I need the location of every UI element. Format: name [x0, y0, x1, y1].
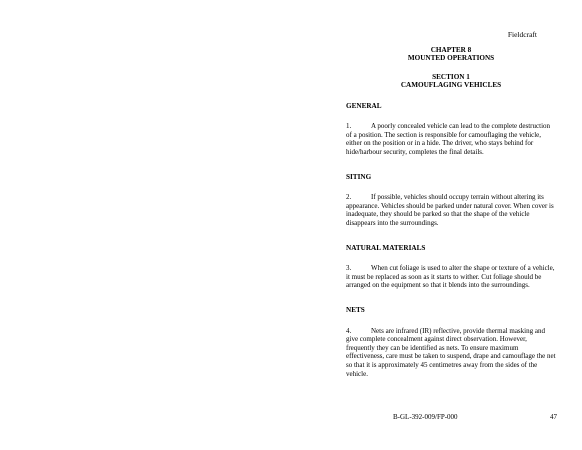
paragraph-1 — [346, 122, 556, 156]
paragraph-number: 4. — [346, 326, 352, 335]
heading-natural-materials: NATURAL MATERIALS — [346, 243, 426, 252]
paragraph-number: 2. — [346, 193, 352, 202]
heading-siting: SITING — [346, 172, 372, 181]
running-head: Fieldcraft — [507, 30, 537, 39]
section-title: CAMOUFLAGING VEHICLES — [400, 81, 502, 90]
paragraph-text: A poorly concealed vehicle can lead to the complete destruction of a position. The section is responsible for camouflaging the vehicle, either on the position or in a hide. The driver, who stays behind for hide/harbour security, completes the final details. — [346, 122, 551, 156]
section-number: SECTION 1 — [432, 72, 470, 81]
paragraph-text: When cut foliage is used to alter the shape or texture of a vehicle, it must be replaced as soon as it starts to wither. Cut foliage should be arranged on the equipment so that it blends into the surroundings. — [346, 264, 555, 290]
chapter-number: CHAPTER 8 — [430, 46, 472, 54]
paragraph-3 — [346, 264, 556, 290]
paragraph-2 — [346, 193, 556, 227]
paragraph-number: 1. — [346, 122, 352, 131]
page-number: 47 — [550, 413, 557, 421]
paragraph-number: 3. — [346, 264, 352, 273]
section-heading — [346, 73, 556, 90]
paragraph-4 — [346, 327, 556, 379]
paragraph-text: Nets are infrared (IR) reflective, provide thermal masking and give complete concealment against direct observation. However, frequently they can be identified as nets. To ensure maximum effectiveness, care must be taken to suspend, drape and camouflage the net so that it is approximately 45 centimetres away from the sides of the vehicle. — [346, 326, 556, 378]
heading-general: GENERAL — [346, 101, 382, 110]
paragraph-text: If possible, vehicles should occupy terrain without altering its appearance. Vehicles should be parked under natural cover. When cover is inadequate, they should be parked so that the shape of the vehicle disappears into the surroundings. — [346, 193, 554, 227]
page-content — [346, 46, 556, 378]
chapter-title: MOUNTED OPERATIONS — [407, 54, 495, 63]
heading-nets: NETS — [346, 305, 365, 314]
chapter-heading — [346, 46, 556, 63]
document-code: B-GL-392-009/FP-000 — [393, 413, 458, 421]
